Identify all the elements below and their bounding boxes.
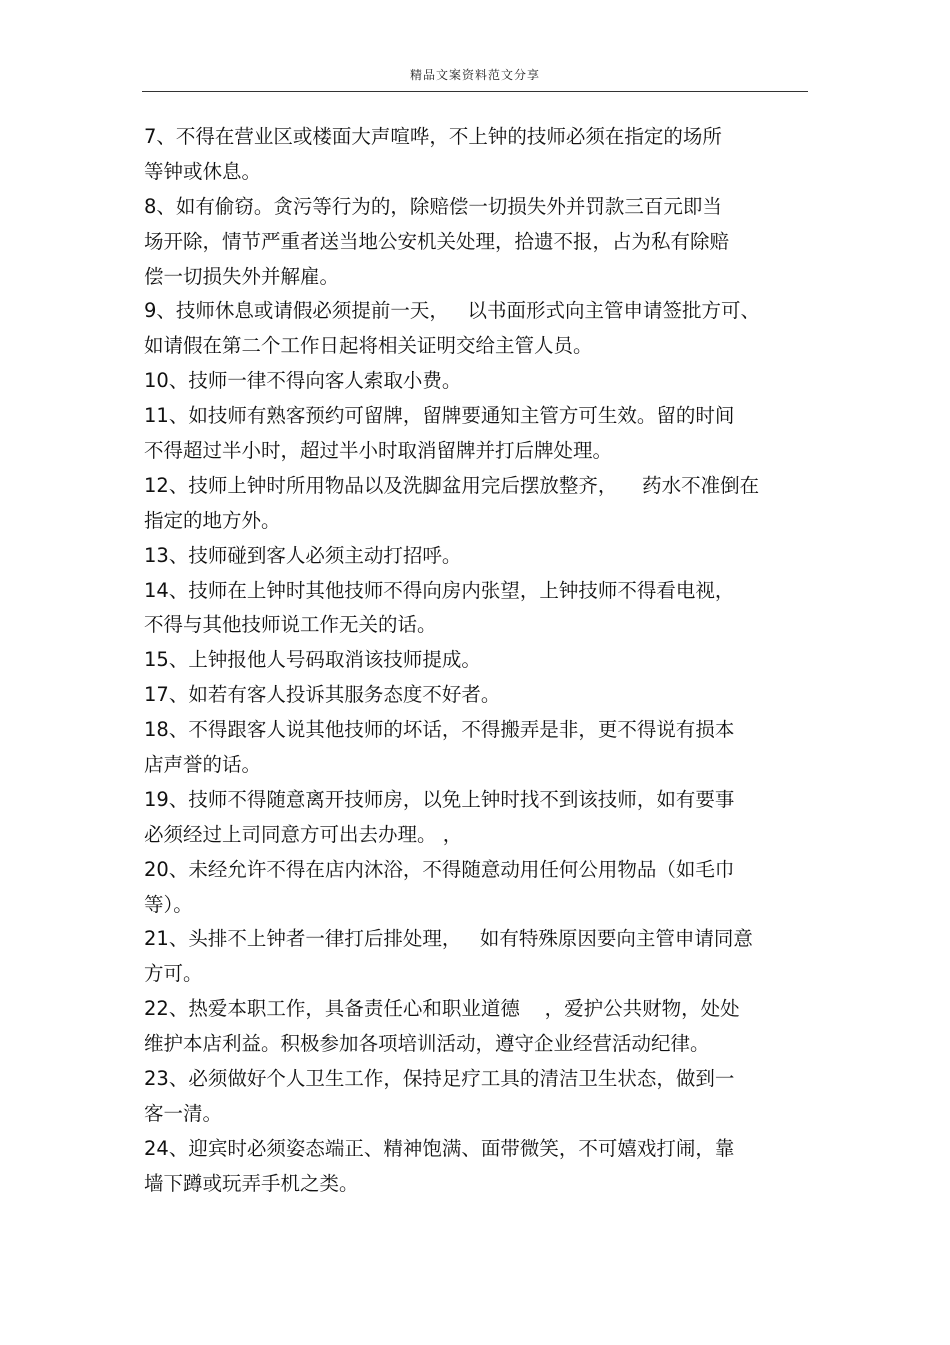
paragraph-line: 如请假在第二个工作日起将相关证明交给主管人员。 [144,334,593,358]
rule-paragraph [144,643,804,678]
rule-paragraph [144,992,804,1062]
paragraph-line: 15、上钟报他人号码取消该技师提成。 [144,648,481,672]
paragraph-line: 不得与其他技师说工作无关的话。 [144,613,437,637]
paragraph-line: 18、不得跟客人说其他技师的坏话，不得搬弄是非，更不得说有损本 [144,718,735,742]
paragraph-line: 偿一切损失外并解雇。 [144,264,340,288]
paragraph-line: 22、热爱本职工作，具备责任心和职业道德 ，爱护公共财物，处处 [144,997,740,1021]
paragraph-line: 20、未经允许不得在店内沐浴，不得随意动用任何公用物品（如毛巾 [144,857,735,881]
paragraph-line: 19、技师不得随意离开技师房，以免上钟时找不到该技师，如有要事 [144,787,735,811]
rule-paragraph [144,539,804,574]
rule-paragraph [144,922,804,992]
rule-paragraph [144,574,804,644]
paragraph-line: 店声誉的话。 [144,753,262,777]
paragraph-line: 墙下蹲或玩弄手机之类。 [144,1171,359,1195]
header-divider [142,91,808,92]
rule-paragraph [144,399,804,469]
rule-paragraph [144,713,804,783]
rule-paragraph [144,783,804,853]
rule-paragraph [144,1062,804,1132]
paragraph-line: 10、技师一律不得向客人索取小费。 [144,369,462,393]
paragraph-line: 24、迎宾时必须姿态端正、精神饱满、面带微笑，不可嬉戏打闹，靠 [144,1136,735,1160]
paragraph-line: 方可。 [144,962,203,986]
paragraph-line: 7、不得在营业区或楼面大声喧哗，不上钟的技师必须在指定的场所 [144,125,722,148]
paragraph-line: 维护本店利益。积极参加各项培训活动，遵守企业经营活动纪律。 [144,1032,710,1056]
paragraph-line: 必须经过上司同意方可出去办理。 ， [144,822,463,846]
rule-paragraph [144,678,804,713]
paragraph-line: 8、如有偷窃。贪污等行为的，除赔偿一切损失外并罚款三百元即当 [144,194,722,218]
rule-paragraph [144,190,804,295]
paragraph-line: 等钟或休息。 [144,159,262,183]
rule-paragraph [144,1132,804,1202]
paragraph-line: 21、头排不上钟者一律打后排处理， 如有特殊原因要向主管申请同意 [144,927,753,951]
rule-paragraph [144,364,804,399]
paragraph-line: 场开除，情节严重者送当地公安机关处理，拾遗不报，占为私有除赔 [144,229,730,253]
rule-paragraph [144,469,804,539]
paragraph-line: 14、技师在上钟时其他技师不得向房内张望，上钟技师不得看电视， [144,578,735,602]
paragraph-line: 客一清。 [144,1101,223,1125]
paragraph-line: 12、技师上钟时所用物品以及洗脚盆用完后摆放整齐， 药水不准倒在 [144,473,760,497]
paragraph-line: 指定的地方外。 [144,508,281,532]
paragraph-line: 11、如技师有熟客预约可留牌，留牌要通知主管方可生效。留的时间 [144,404,735,428]
rule-paragraph [144,294,804,364]
paragraph-line: 不得超过半小时，超过半小时取消留牌并打后牌处理。 [144,439,613,463]
paragraph-line: 13、技师碰到客人必须主动打招呼。 [144,543,462,567]
paragraph-line: 9、技师休息或请假必须提前一天， 以书面形式向主管申请签批方可、 [144,299,761,323]
page-header: 精品文案资料范文分享 [409,68,540,82]
rule-paragraph [144,853,804,923]
paragraph-line: 23、必须做好个人卫生工作，保持足疗工具的清洁卫生状态，做到一 [144,1067,735,1091]
paragraph-line: 等）。 [144,892,193,916]
paragraph-line: 17、如若有客人投诉其服务态度不好者。 [144,683,501,707]
document-body [144,120,804,1202]
rule-paragraph [144,120,804,190]
